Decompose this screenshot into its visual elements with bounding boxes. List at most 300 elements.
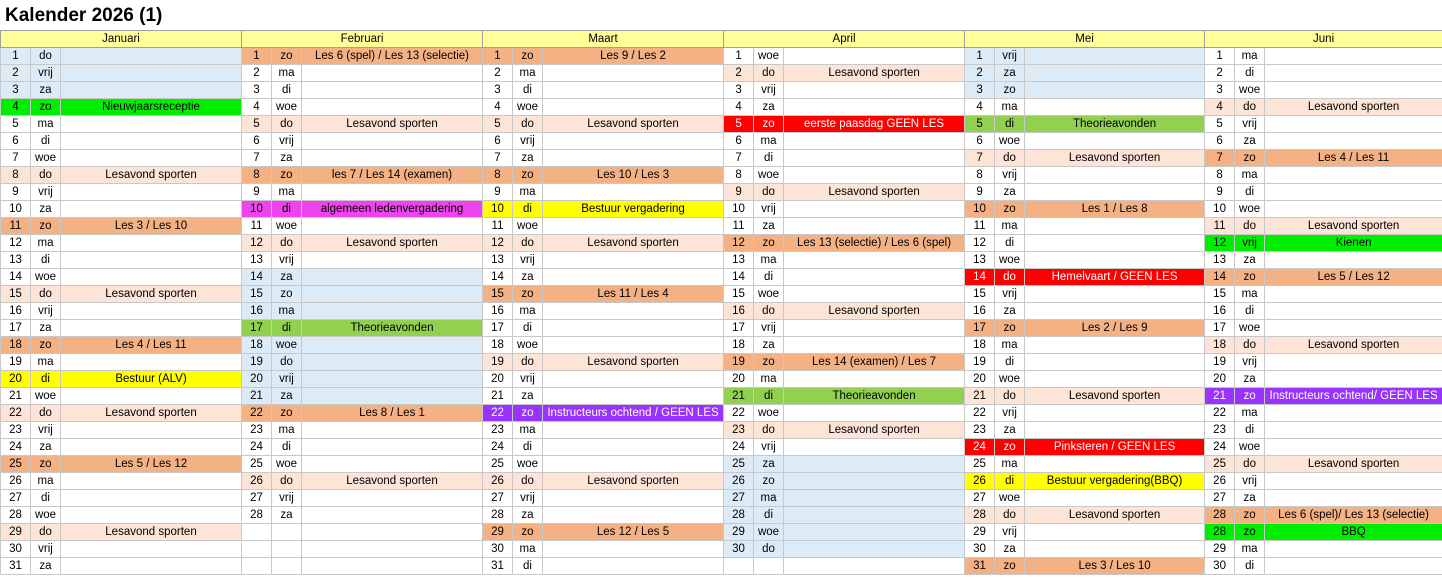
day-number: 19 <box>483 354 513 371</box>
event-cell <box>1025 405 1205 422</box>
weekday: di <box>1235 558 1265 575</box>
day-number <box>724 558 754 575</box>
weekday: za <box>513 150 543 167</box>
weekday: vrij <box>272 133 302 150</box>
event-cell <box>1025 524 1205 541</box>
day-number: 18 <box>483 337 513 354</box>
weekday: di <box>272 320 302 337</box>
event-cell <box>784 286 965 303</box>
event-cell: Lesavond sporten <box>784 65 965 82</box>
event-cell <box>302 422 483 439</box>
event-cell: Lesavond sporten <box>302 235 483 252</box>
day-number: 4 <box>1205 99 1235 116</box>
day-number: 19 <box>1205 354 1235 371</box>
event-cell <box>1025 235 1205 252</box>
event-cell <box>61 388 242 405</box>
table-row <box>1 490 1442 507</box>
event-cell <box>61 150 242 167</box>
table-row <box>1 218 1442 235</box>
weekday: woe <box>754 405 784 422</box>
event-cell: Theorieavonden <box>302 320 483 337</box>
event-cell <box>784 167 965 184</box>
event-cell <box>543 337 724 354</box>
event-cell <box>1265 133 1442 150</box>
weekday: di <box>31 371 61 388</box>
event-cell <box>784 82 965 99</box>
day-number: 18 <box>965 337 995 354</box>
weekday: ma <box>995 99 1025 116</box>
weekday: woe <box>1235 82 1265 99</box>
day-number: 23 <box>483 422 513 439</box>
table-row <box>1 473 1442 490</box>
event-cell <box>1265 82 1442 99</box>
event-cell <box>61 201 242 218</box>
weekday: do <box>995 388 1025 405</box>
weekday: ma <box>1235 405 1265 422</box>
event-cell: Lesavond sporten <box>1025 388 1205 405</box>
event-cell: Les 3 / Les 10 <box>61 218 242 235</box>
table-row <box>1 82 1442 99</box>
day-number: 21 <box>965 388 995 405</box>
weekday: woe <box>1235 201 1265 218</box>
event-cell <box>784 337 965 354</box>
day-number: 25 <box>724 456 754 473</box>
weekday: za <box>1235 371 1265 388</box>
day-number: 3 <box>1 82 31 99</box>
weekday <box>272 558 302 575</box>
weekday: di <box>1235 65 1265 82</box>
day-number: 15 <box>483 286 513 303</box>
weekday: za <box>1235 252 1265 269</box>
month-header: Februari <box>242 31 483 48</box>
event-cell <box>543 184 724 201</box>
event-cell: BBQ <box>1265 524 1442 541</box>
weekday: woe <box>272 99 302 116</box>
weekday: zo <box>1235 150 1265 167</box>
day-number: 21 <box>1205 388 1235 405</box>
day-number: 15 <box>1 286 31 303</box>
weekday: ma <box>754 490 784 507</box>
event-cell <box>1265 541 1442 558</box>
weekday: do <box>995 269 1025 286</box>
day-number: 15 <box>724 286 754 303</box>
day-number: 4 <box>483 99 513 116</box>
day-number: 17 <box>1 320 31 337</box>
day-number: 9 <box>483 184 513 201</box>
day-number: 30 <box>483 541 513 558</box>
event-cell: Lesavond sporten <box>543 354 724 371</box>
weekday: woe <box>754 48 784 65</box>
event-cell <box>1025 286 1205 303</box>
day-number: 31 <box>483 558 513 575</box>
day-number: 31 <box>1 558 31 575</box>
month-header: Maart <box>483 31 724 48</box>
event-cell <box>61 439 242 456</box>
day-number: 14 <box>242 269 272 286</box>
day-number: 1 <box>1205 48 1235 65</box>
weekday: za <box>513 388 543 405</box>
weekday: vrij <box>1235 235 1265 252</box>
month-header-row <box>1 31 1442 48</box>
day-number: 5 <box>965 116 995 133</box>
weekday: za <box>31 320 61 337</box>
event-cell <box>1025 65 1205 82</box>
weekday: di <box>31 490 61 507</box>
weekday: zo <box>31 218 61 235</box>
weekday: vrij <box>513 133 543 150</box>
day-number: 5 <box>724 116 754 133</box>
event-cell <box>1265 167 1442 184</box>
weekday: za <box>272 388 302 405</box>
weekday: za <box>272 269 302 286</box>
weekday: do <box>1235 218 1265 235</box>
day-number: 27 <box>965 490 995 507</box>
event-cell <box>302 286 483 303</box>
day-number: 13 <box>242 252 272 269</box>
event-cell <box>784 524 965 541</box>
day-number <box>242 541 272 558</box>
table-row <box>1 422 1442 439</box>
event-cell <box>543 541 724 558</box>
event-cell <box>1265 490 1442 507</box>
weekday: di <box>995 116 1025 133</box>
event-cell <box>302 490 483 507</box>
day-number: 21 <box>1 388 31 405</box>
day-number: 17 <box>965 320 995 337</box>
weekday: za <box>995 422 1025 439</box>
weekday: ma <box>754 252 784 269</box>
weekday: vrij <box>1235 473 1265 490</box>
table-row <box>1 303 1442 320</box>
day-number: 8 <box>483 167 513 184</box>
event-cell <box>61 320 242 337</box>
table-row <box>1 524 1442 541</box>
event-cell <box>1025 354 1205 371</box>
event-cell: eerste paasdag GEEN LES <box>784 116 965 133</box>
day-number: 26 <box>242 473 272 490</box>
weekday: woe <box>1235 320 1265 337</box>
table-row <box>1 320 1442 337</box>
event-cell <box>302 184 483 201</box>
day-number: 16 <box>724 303 754 320</box>
event-cell <box>302 252 483 269</box>
weekday: do <box>513 116 543 133</box>
day-number: 24 <box>724 439 754 456</box>
event-cell: Lesavond sporten <box>1025 507 1205 524</box>
event-cell <box>61 184 242 201</box>
day-number: 8 <box>242 167 272 184</box>
day-number: 8 <box>724 167 754 184</box>
event-cell <box>1025 337 1205 354</box>
table-row <box>1 354 1442 371</box>
weekday: di <box>995 354 1025 371</box>
day-number: 28 <box>1205 507 1235 524</box>
day-number: 12 <box>1 235 31 252</box>
event-cell <box>1265 201 1442 218</box>
day-number: 7 <box>242 150 272 167</box>
day-number: 5 <box>483 116 513 133</box>
day-number: 24 <box>965 439 995 456</box>
weekday: zo <box>995 439 1025 456</box>
weekday: vrij <box>272 490 302 507</box>
weekday: vrij <box>754 439 784 456</box>
month-header: Mei <box>965 31 1205 48</box>
table-row <box>1 48 1442 65</box>
event-cell: Lesavond sporten <box>1265 456 1442 473</box>
weekday: ma <box>513 184 543 201</box>
weekday <box>754 558 784 575</box>
day-number: 11 <box>1 218 31 235</box>
event-cell <box>302 65 483 82</box>
event-cell: Pinksteren / GEEN LES <box>1025 439 1205 456</box>
event-cell <box>1265 422 1442 439</box>
weekday: zo <box>272 405 302 422</box>
event-cell <box>302 269 483 286</box>
event-cell: Lesavond sporten <box>61 405 242 422</box>
weekday: woe <box>31 507 61 524</box>
event-cell <box>543 490 724 507</box>
day-number: 24 <box>483 439 513 456</box>
weekday: do <box>272 235 302 252</box>
event-cell: Hemelvaart / GEEN LES <box>1025 269 1205 286</box>
event-cell <box>61 422 242 439</box>
weekday: vrij <box>995 286 1025 303</box>
day-number: 27 <box>724 490 754 507</box>
table-row <box>1 133 1442 150</box>
day-number: 12 <box>724 235 754 252</box>
weekday <box>272 524 302 541</box>
event-cell: Lesavond sporten <box>784 422 965 439</box>
event-cell <box>1025 371 1205 388</box>
day-number: 25 <box>1205 456 1235 473</box>
day-number <box>242 558 272 575</box>
weekday: vrij <box>513 371 543 388</box>
event-cell <box>543 269 724 286</box>
day-number: 8 <box>1205 167 1235 184</box>
weekday: vrij <box>31 541 61 558</box>
table-row <box>1 286 1442 303</box>
day-number: 16 <box>242 303 272 320</box>
day-number: 9 <box>242 184 272 201</box>
event-cell: Lesavond sporten <box>302 116 483 133</box>
day-number: 2 <box>242 65 272 82</box>
weekday: ma <box>31 354 61 371</box>
weekday: di <box>995 473 1025 490</box>
table-row <box>1 167 1442 184</box>
event-cell <box>543 388 724 405</box>
event-cell: Bestuur vergadering(BBQ) <box>1025 473 1205 490</box>
day-number: 11 <box>1205 218 1235 235</box>
weekday: zo <box>1235 269 1265 286</box>
event-cell <box>543 320 724 337</box>
weekday: zo <box>995 201 1025 218</box>
day-number: 12 <box>965 235 995 252</box>
weekday: vrij <box>31 303 61 320</box>
weekday: zo <box>995 82 1025 99</box>
weekday: ma <box>31 473 61 490</box>
day-number: 25 <box>242 456 272 473</box>
day-number: 18 <box>242 337 272 354</box>
table-row <box>1 371 1442 388</box>
day-number: 6 <box>1 133 31 150</box>
weekday: zo <box>1235 388 1265 405</box>
weekday: ma <box>513 303 543 320</box>
weekday: do <box>31 167 61 184</box>
table-row <box>1 235 1442 252</box>
event-cell: Lesavond sporten <box>543 235 724 252</box>
weekday: ma <box>31 235 61 252</box>
weekday: do <box>1235 99 1265 116</box>
event-cell <box>1025 541 1205 558</box>
event-cell: Les 4 / Les 11 <box>61 337 242 354</box>
table-row <box>1 269 1442 286</box>
event-cell <box>302 99 483 116</box>
day-number: 16 <box>483 303 513 320</box>
day-number: 4 <box>1 99 31 116</box>
event-cell <box>61 65 242 82</box>
event-cell <box>1025 490 1205 507</box>
day-number: 27 <box>1 490 31 507</box>
day-number: 8 <box>965 167 995 184</box>
event-cell <box>543 218 724 235</box>
weekday: zo <box>31 337 61 354</box>
weekday: woe <box>272 218 302 235</box>
day-number: 3 <box>1205 82 1235 99</box>
day-number: 10 <box>1205 201 1235 218</box>
day-number: 7 <box>1 150 31 167</box>
event-cell <box>1265 371 1442 388</box>
event-cell <box>1025 303 1205 320</box>
table-row <box>1 558 1442 575</box>
weekday: do <box>272 116 302 133</box>
day-number: 10 <box>483 201 513 218</box>
weekday: za <box>995 541 1025 558</box>
weekday: do <box>1235 337 1265 354</box>
day-number: 22 <box>242 405 272 422</box>
day-number: 16 <box>1205 303 1235 320</box>
event-cell <box>302 354 483 371</box>
weekday: vrij <box>1235 354 1265 371</box>
event-cell <box>543 558 724 575</box>
month-header: Juni <box>1205 31 1442 48</box>
event-cell <box>302 456 483 473</box>
day-number: 1 <box>483 48 513 65</box>
page-title: Kalender 2026 (1) <box>5 5 163 26</box>
weekday: ma <box>754 133 784 150</box>
day-number: 2 <box>1 65 31 82</box>
event-cell: Kienen <box>1265 235 1442 252</box>
event-cell: Lesavond sporten <box>61 286 242 303</box>
event-cell: Les 4 / Les 11 <box>1265 150 1442 167</box>
day-number: 26 <box>483 473 513 490</box>
weekday: do <box>754 541 784 558</box>
weekday: do <box>754 65 784 82</box>
event-cell: Lesavond sporten <box>61 524 242 541</box>
event-cell <box>302 218 483 235</box>
day-number: 22 <box>1 405 31 422</box>
day-number: 17 <box>483 320 513 337</box>
day-number: 22 <box>1205 405 1235 422</box>
table-row <box>1 541 1442 558</box>
weekday: zo <box>513 48 543 65</box>
event-cell: Lesavond sporten <box>1265 218 1442 235</box>
day-number: 14 <box>965 269 995 286</box>
event-cell <box>784 405 965 422</box>
weekday: zo <box>1235 507 1265 524</box>
weekday: za <box>995 303 1025 320</box>
day-number: 11 <box>724 218 754 235</box>
day-number: 21 <box>724 388 754 405</box>
weekday: woe <box>754 286 784 303</box>
weekday: do <box>754 422 784 439</box>
day-number: 23 <box>242 422 272 439</box>
day-number: 27 <box>1205 490 1235 507</box>
day-number: 19 <box>724 354 754 371</box>
event-cell <box>543 150 724 167</box>
weekday: di <box>754 150 784 167</box>
day-number: 9 <box>1 184 31 201</box>
day-number: 17 <box>1205 320 1235 337</box>
weekday: ma <box>1235 167 1265 184</box>
weekday <box>272 541 302 558</box>
weekday: vrij <box>995 524 1025 541</box>
day-number: 6 <box>242 133 272 150</box>
day-number: 4 <box>242 99 272 116</box>
weekday: za <box>513 507 543 524</box>
event-cell <box>61 490 242 507</box>
day-number: 4 <box>724 99 754 116</box>
weekday: woe <box>995 252 1025 269</box>
weekday: do <box>31 405 61 422</box>
day-number: 14 <box>1205 269 1235 286</box>
day-number: 28 <box>242 507 272 524</box>
event-cell <box>61 82 242 99</box>
weekday: za <box>31 201 61 218</box>
day-number: 24 <box>242 439 272 456</box>
weekday: di <box>754 507 784 524</box>
event-cell <box>784 541 965 558</box>
weekday: zo <box>272 286 302 303</box>
weekday: di <box>272 201 302 218</box>
day-number: 5 <box>1205 116 1235 133</box>
weekday: vrij <box>513 252 543 269</box>
event-cell: Les 14 (examen) / Les 7 <box>784 354 965 371</box>
event-cell <box>543 65 724 82</box>
day-number: 21 <box>242 388 272 405</box>
day-number: 4 <box>965 99 995 116</box>
day-number: 6 <box>483 133 513 150</box>
event-cell: Les 3 / Les 10 <box>1025 558 1205 575</box>
day-number: 18 <box>1205 337 1235 354</box>
weekday: za <box>1235 133 1265 150</box>
day-number: 29 <box>1205 541 1235 558</box>
weekday: woe <box>272 337 302 354</box>
event-cell: Les 10 / Les 3 <box>543 167 724 184</box>
weekday: di <box>272 82 302 99</box>
table-row <box>1 507 1442 524</box>
event-cell <box>302 541 483 558</box>
event-cell <box>1025 218 1205 235</box>
event-cell <box>1265 558 1442 575</box>
weekday: do <box>754 303 784 320</box>
event-cell <box>1265 439 1442 456</box>
day-number: 29 <box>724 524 754 541</box>
weekday: woe <box>513 218 543 235</box>
event-cell <box>784 371 965 388</box>
event-cell <box>543 371 724 388</box>
event-cell <box>302 507 483 524</box>
event-cell <box>302 133 483 150</box>
